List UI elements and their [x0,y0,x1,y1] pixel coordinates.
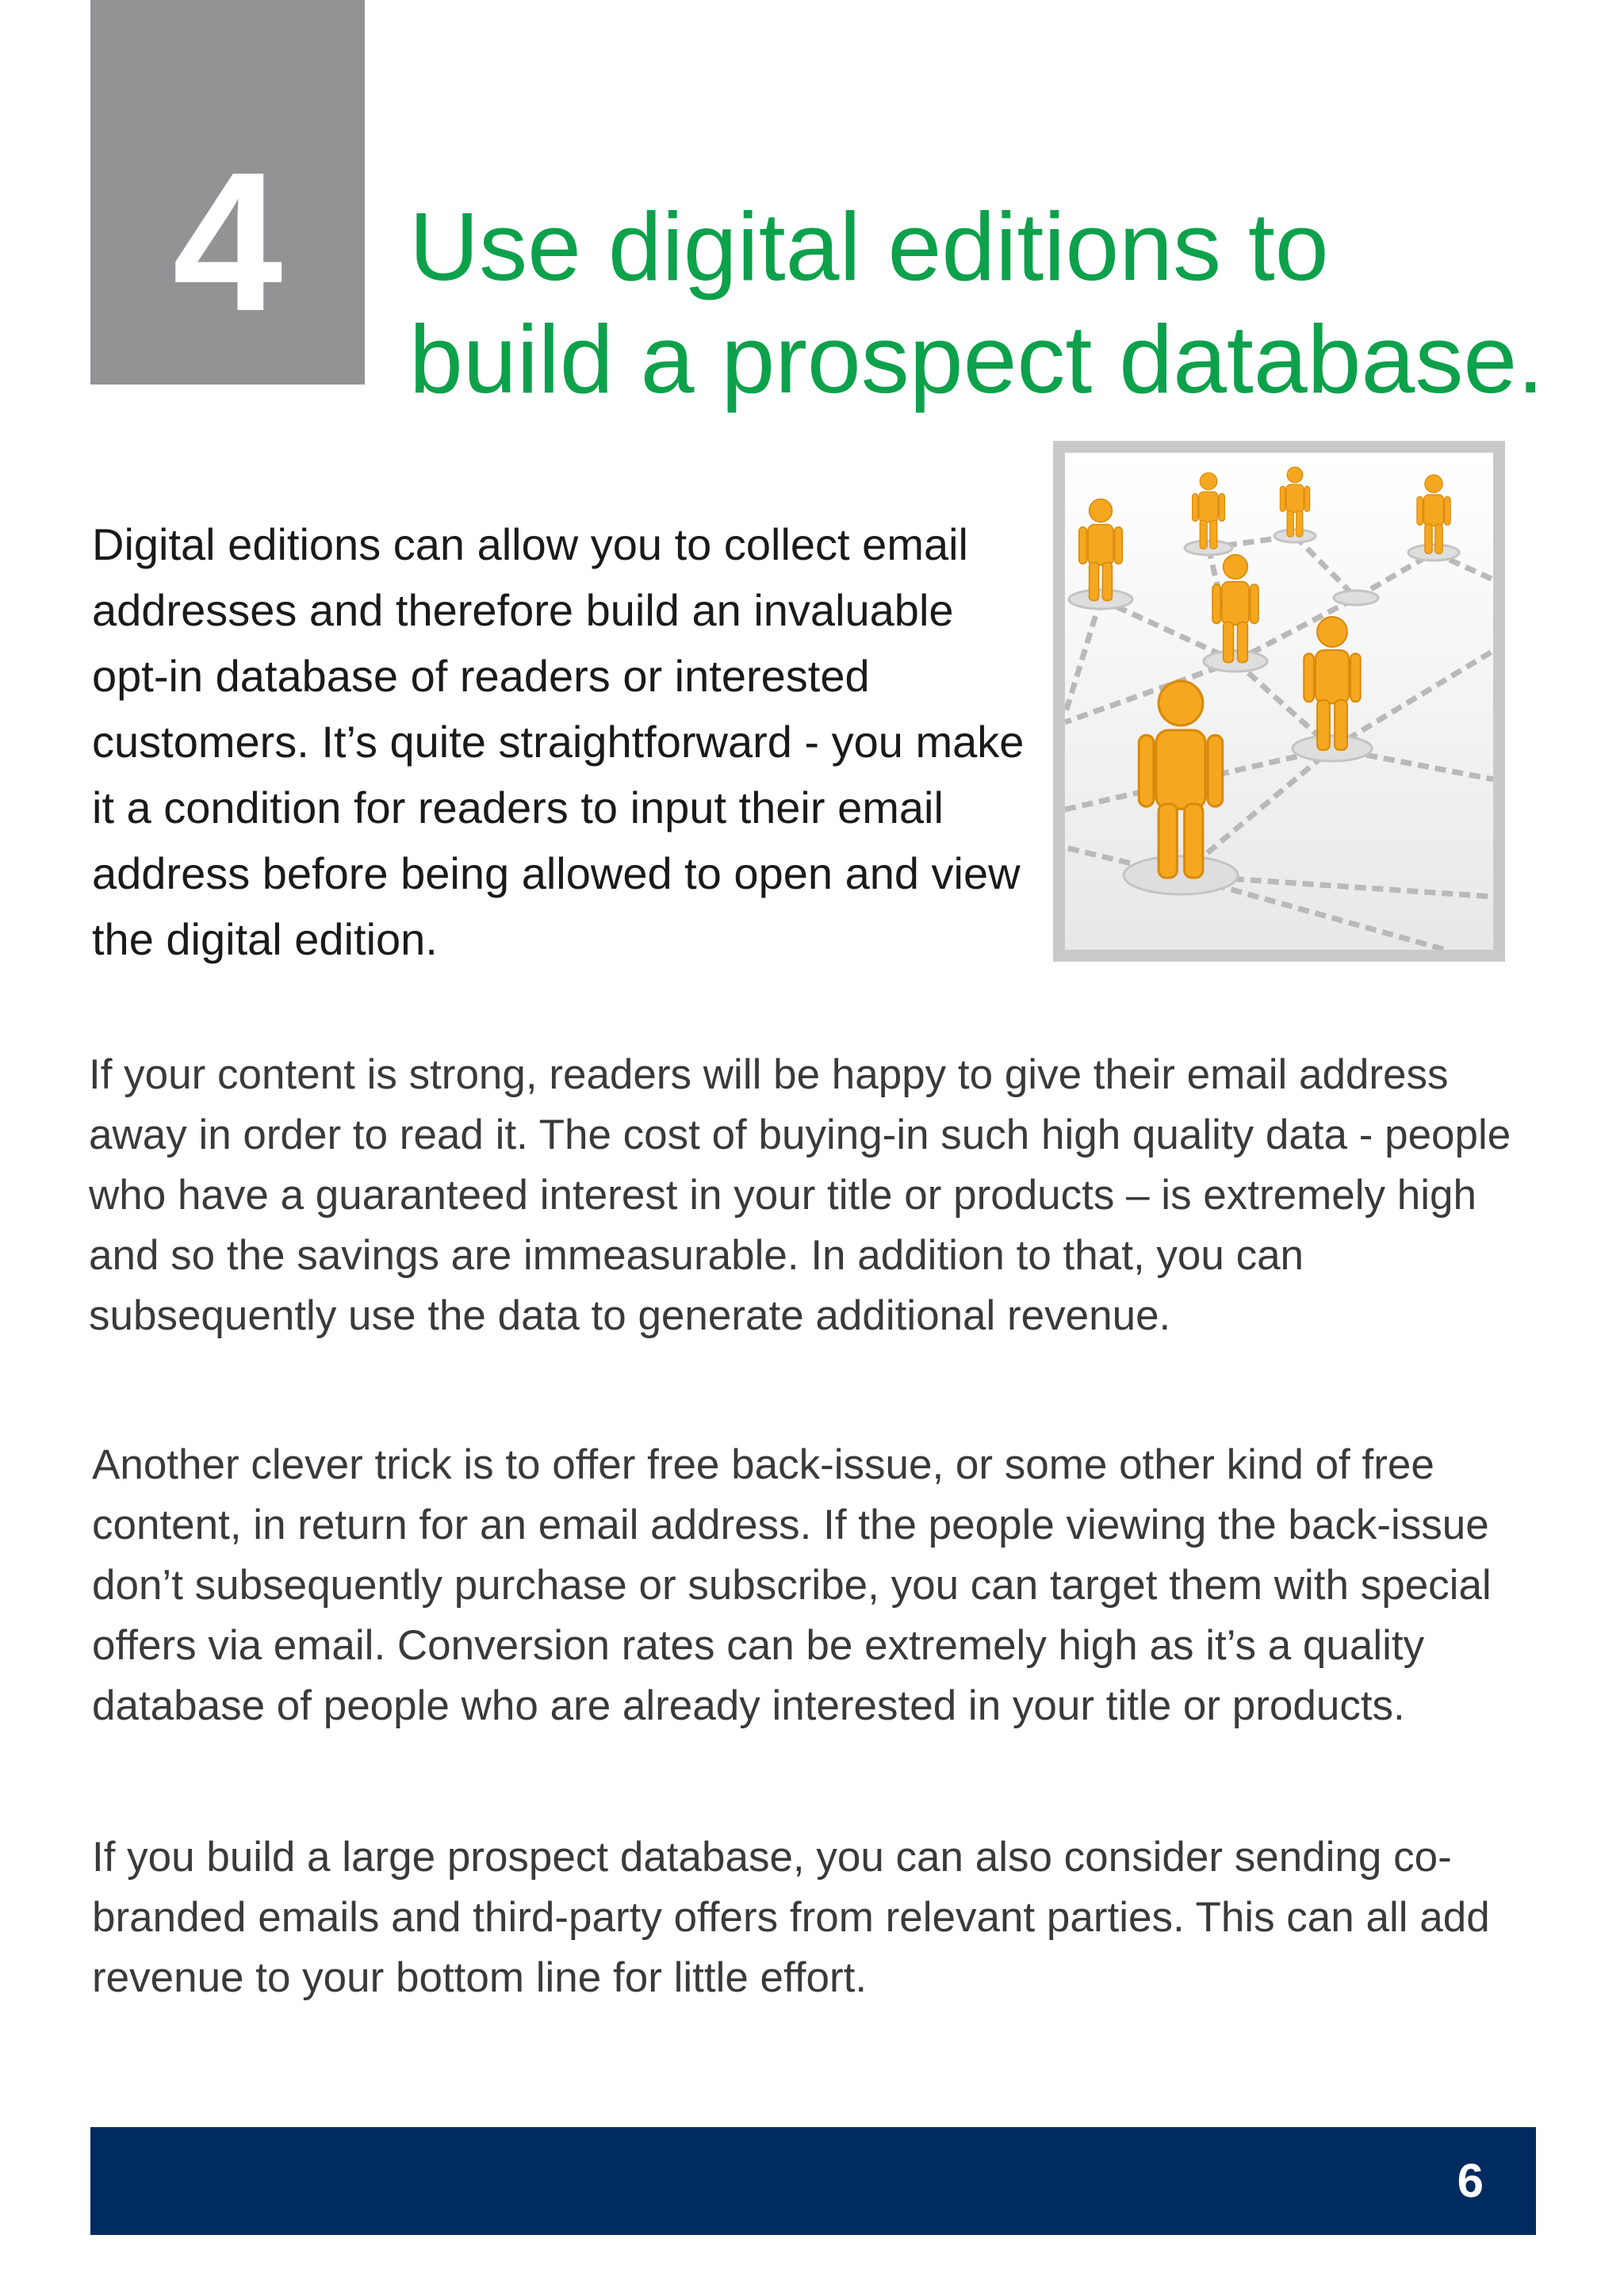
people-network-image [1053,441,1505,962]
section-number: 4 [172,131,283,352]
page-number: 6 [1457,2154,1484,2207]
title-line-1: Use digital editions to [409,193,1329,300]
section-number-block [90,0,365,385]
intro-paragraph: Digital editions can allow you to collect email addresses and therefore build an invaluable opt-in database of readers or interested customers. It’s quite straightforward - you make it a condition for readers to input their email address before being allowed to open and view the digital edition. [92,519,1025,964]
page-title [409,190,1583,415]
title-line-2: build a prospect database. [409,305,1545,413]
body-paragraph-2: If your content is strong, readers will be happy to give their email address away in order to read it. The cost of buying-in such high quality data - people who have a guaranteed interest in your title or products – is extremely high and so the savings are immeasurable. In addition to that, you can subsequently use the data to generate additional revenue. [89,1051,1511,1339]
body-paragraph-4: If you build a large prospect database, you can also consider sending co-branded emails and third-party offers from relevant parties. This can all add revenue to your bottom line for little effort. [92,1834,1490,2001]
footer-bar [90,2127,1536,2235]
body-paragraph-3: Another clever trick is to offer free back-issue, or some other kind of free content, in return for an email address. If the people viewing the back-issue don’t subsequently purchase or subscribe, you can target them with special offers via email. Conversion rates can be extremely high as it’s a quality database of people who are already interested in your title or products. [92,1441,1492,1729]
people-network-icon [1065,453,1493,950]
